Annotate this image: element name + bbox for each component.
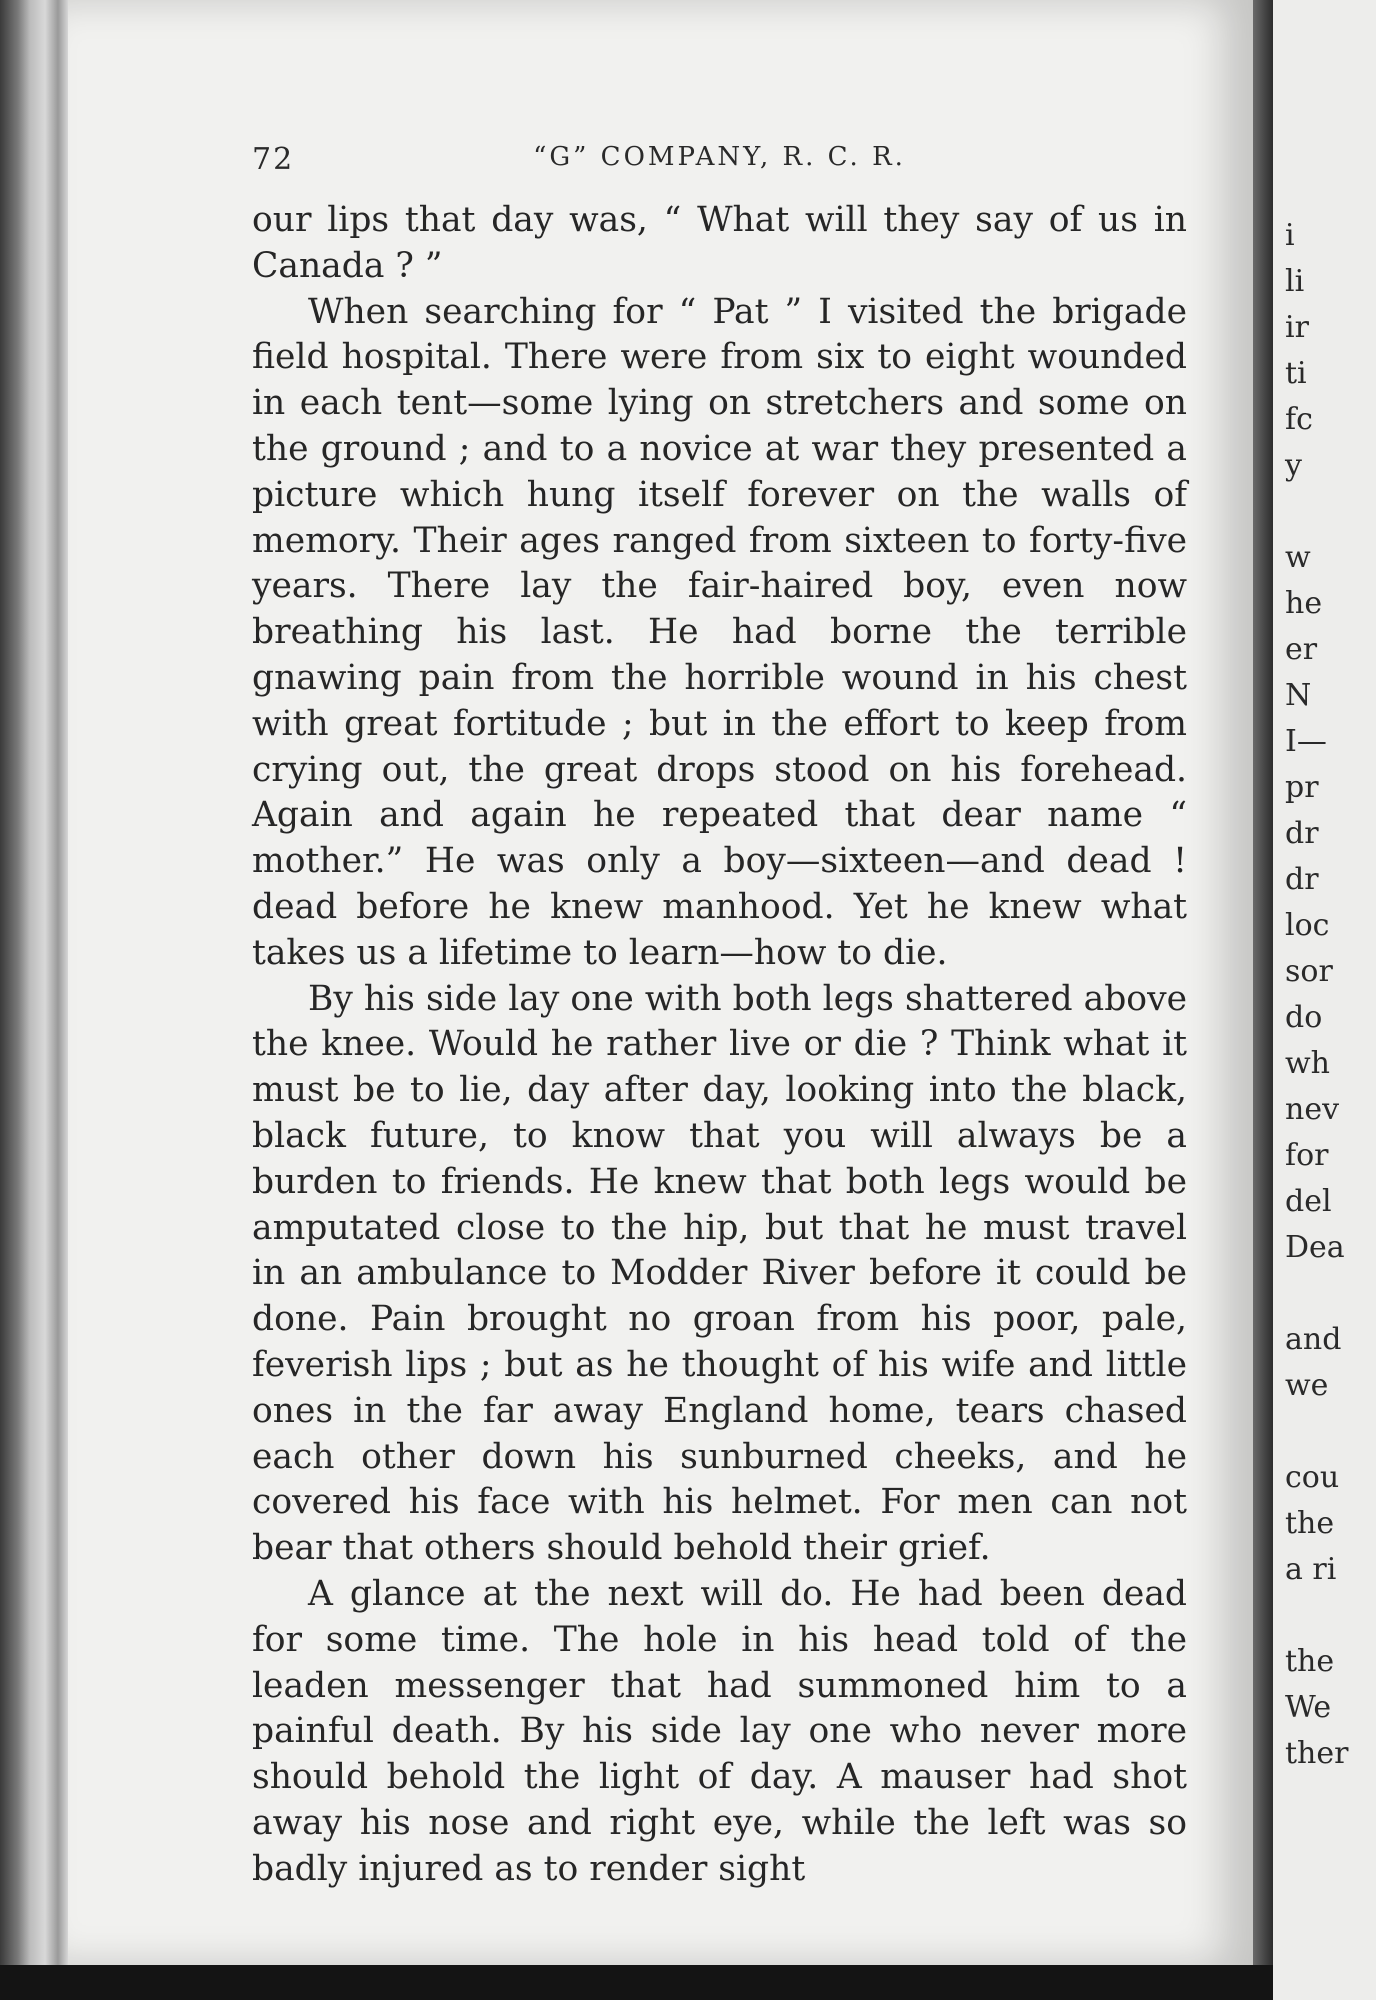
facing-line: the (1285, 1506, 1335, 1541)
facing-line: pr (1285, 770, 1319, 805)
facing-line: er (1285, 632, 1318, 667)
facing-line: ti (1285, 356, 1307, 391)
paragraph-4: A glance at the next will do. He had been dead for some time. The hole in his head told of the leaden messenger that had summoned him to a painful death. By his side lay one who never more should behold the light of day. A mauser had shot away his nose and right eye, while the left was so badly injured as to render sight (252, 1573, 1187, 1889)
facing-line: for (1285, 1138, 1329, 1173)
facing-line: dr (1285, 862, 1319, 897)
facing-line: he (1285, 586, 1323, 621)
facing-line: dr (1285, 816, 1319, 851)
facing-line: nev (1285, 1092, 1340, 1127)
scan-bottom-edge (0, 1965, 1273, 2000)
facing-line: the (1285, 1644, 1335, 1679)
facing-line: loc (1285, 908, 1330, 943)
running-head-title: “G” COMPANY, R. C. R. (533, 142, 906, 172)
page-number: 72 (252, 142, 295, 177)
facing-line: we (1285, 1368, 1329, 1403)
facing-line: wh (1285, 1046, 1330, 1081)
facing-line: cou (1285, 1460, 1340, 1495)
facing-line: fc (1285, 402, 1313, 437)
facing-line: a ri (1285, 1552, 1337, 1587)
facing-line: do (1285, 1000, 1323, 1035)
facing-line: ther (1285, 1736, 1349, 1771)
paragraph-1: our lips that day was, “ What will they say of us in Canada ? ” (252, 200, 1187, 286)
facing-page (1273, 0, 1376, 2000)
running-head (252, 142, 1187, 182)
facing-line: N (1285, 678, 1312, 713)
paragraph-3: By his side lay one with both legs shattered above the knee. Would he rather live or die ? Think what it must be to lie, day after day, looking into the black, black future, to know that you will always be a burden to friends. He knew that both legs would be amputated close to the hip, but that he must travel in an ambulance to Modder River before it could be done. Pain brought no groan from his poor, pale, feverish lips ; but as he thought of his wife and little ones in the far away England home, tears chased each other down his sunburned cheeks, and he covered his face with his helmet. For men can not bear that others should behold their grief. (252, 978, 1187, 1569)
facing-line: Dea (1285, 1230, 1345, 1265)
facing-line: i (1285, 218, 1295, 253)
facing-line: We (1285, 1690, 1332, 1725)
facing-line: w (1285, 540, 1311, 575)
page-edge (0, 0, 70, 2000)
paragraph-2: When searching for “ Pat ” I visited the brigade field hospital. There were from six to eight wounded in each tent—some lying on stretchers and some on the ground ; and to a novice at war they presented a picture which hung itself forever on the walls of memory. Their ages ranged from sixteen to forty-five years. There lay the fair-haired boy, even now breathing his last. He had borne the terrible gnawing pain from the horrible wound in his chest with great fortitude ; but in the effort to keep from crying out, the great drops stood on his forehead. Again and again he repeated that dear name “ mother.” He was only a boy—sixteen—and dead ! dead before he knew manhood. Yet he knew what takes us a lifetime to learn—how to die. (252, 291, 1187, 973)
facing-line: and (1285, 1322, 1342, 1357)
facing-line: y (1285, 448, 1302, 483)
facing-line: ir (1285, 310, 1309, 345)
book-gutter (1253, 0, 1273, 1965)
body-text (252, 198, 1187, 1892)
facing-line: del (1285, 1184, 1332, 1219)
facing-line: I— (1285, 724, 1327, 759)
facing-line: sor (1285, 954, 1333, 989)
facing-line: li (1285, 264, 1305, 299)
